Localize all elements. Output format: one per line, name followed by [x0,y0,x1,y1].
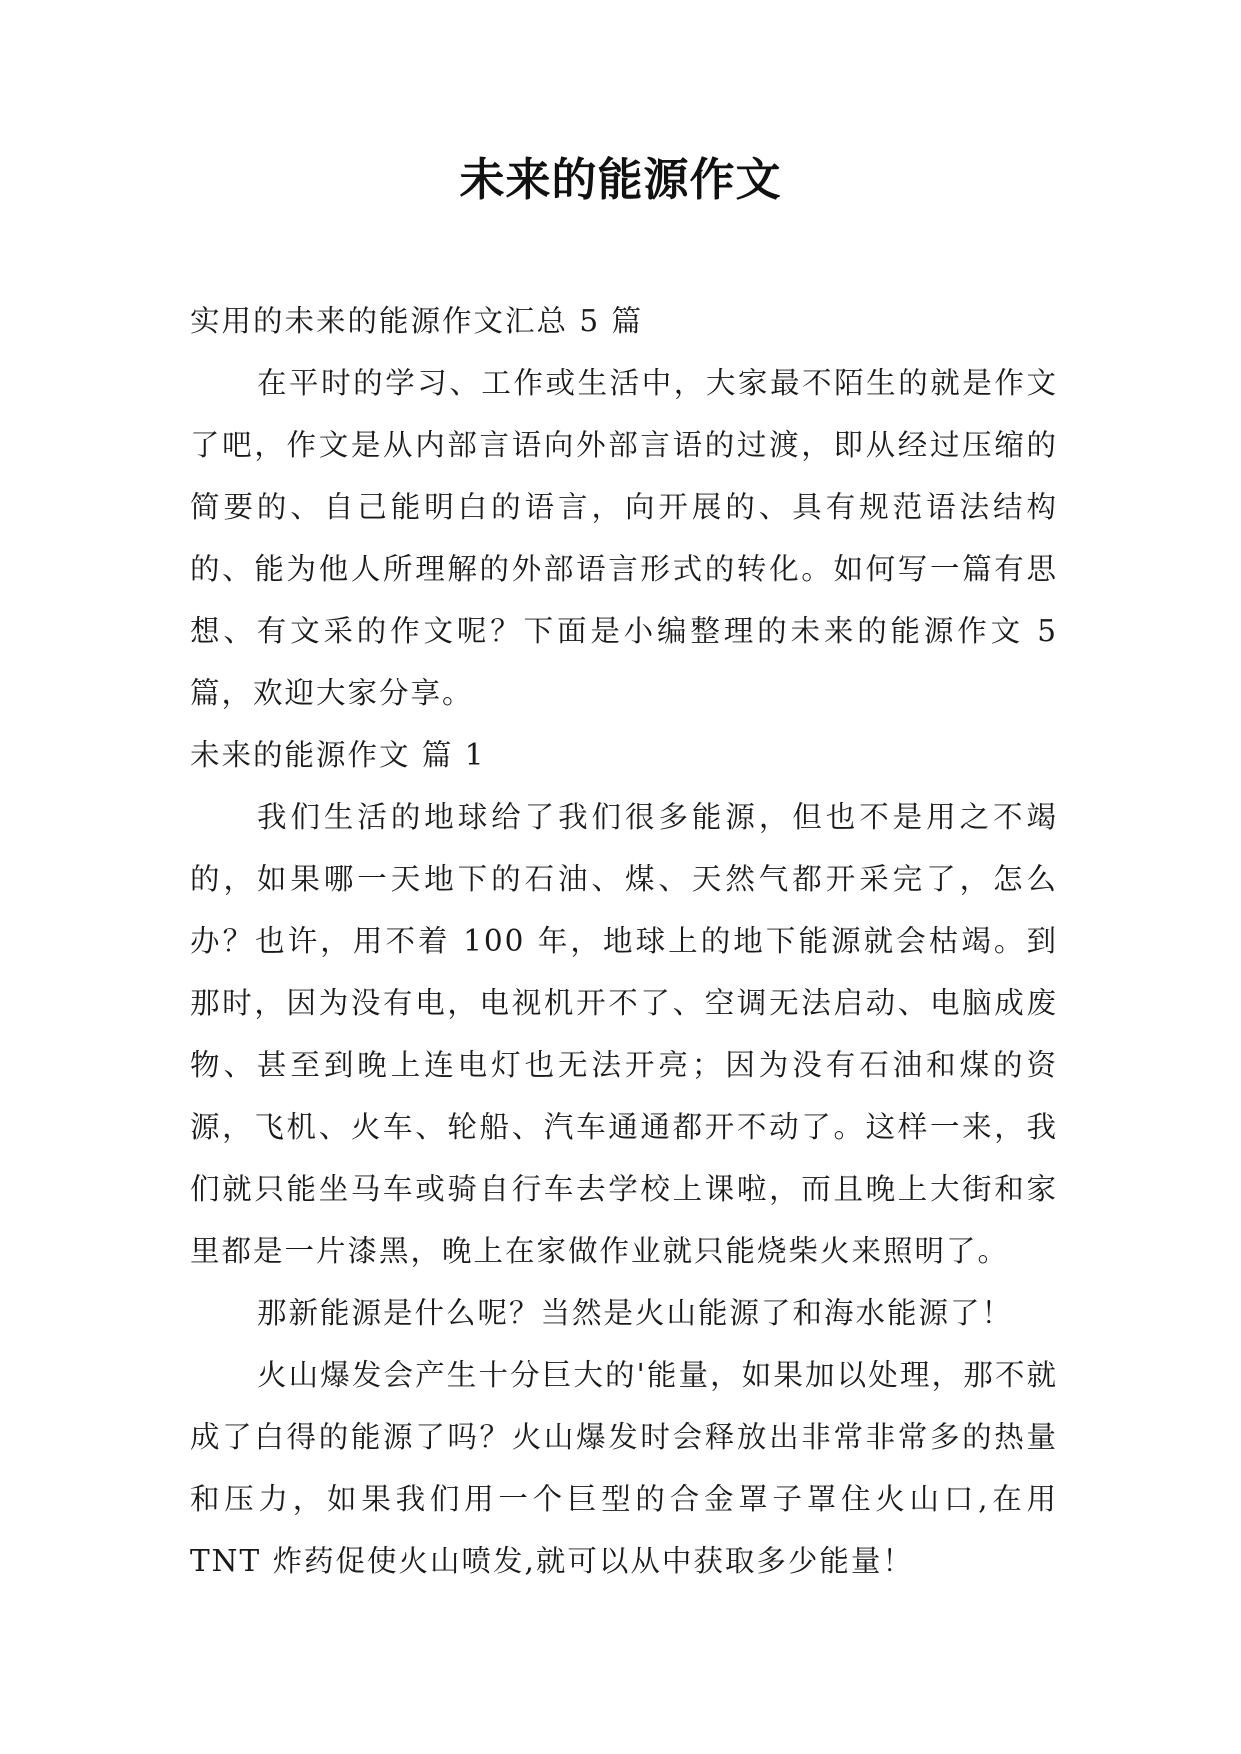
body-paragraph: 火山爆发会产生十分巨大的'能量，如果加以处理，那不就成了白得的能源了吗？火山爆发时会释放出非常非常多的热量和压力，如果我们用一个巨型的合金罩子罩住火山口,在用 TNT 炸药促使火山喷发,就可以从中获取多少能量！ [190,1358,1058,1578]
section-heading: 未来的能源作文 篇 1 [190,738,486,772]
document-body [190,290,1058,1592]
body-paragraph: 我们生活的地球给了我们很多能源，但也不是用之不竭的，如果哪一天地下的石油、煤、天然气都开采完了，怎么办？也许，用不着 100 年，地球上的地下能源就会枯竭。到那时，因为没有电，电视机开不了、空调无法启动、电脑成废物、甚至到晚上连电灯也无法开亮；因为没有石油和煤的资源，飞机、火车、轮船、汽车通通都开不动了。这样一来，我们就只能坐马车或骑自行车去学校上课啦，而且晚上大街和家里都是一片漆黑，晚上在家做作业就只能烧柴火来照明了。 [190,800,1058,1268]
body-paragraph: 那新能源是什么呢？当然是火山能源了和海水能源了！ [257,1296,1014,1330]
document-subtitle: 实用的未来的能源作文汇总 5 篇 [190,304,644,338]
document-title: 未来的能源作文 [459,153,782,206]
intro-paragraph: 在平时的学习、工作或生活中，大家最不陌生的就是作文了吧，作文是从内部言语向外部言语的过渡，即从经过压缩的简要的、自己能明白的语言，向开展的、具有规范语法结构的、能为他人所理解的外部语言形式的转化。如何写一篇有思想、有文采的作文呢？下面是小编整理的未来的能源作文 5 篇，欢迎大家分享。 [190,366,1058,710]
